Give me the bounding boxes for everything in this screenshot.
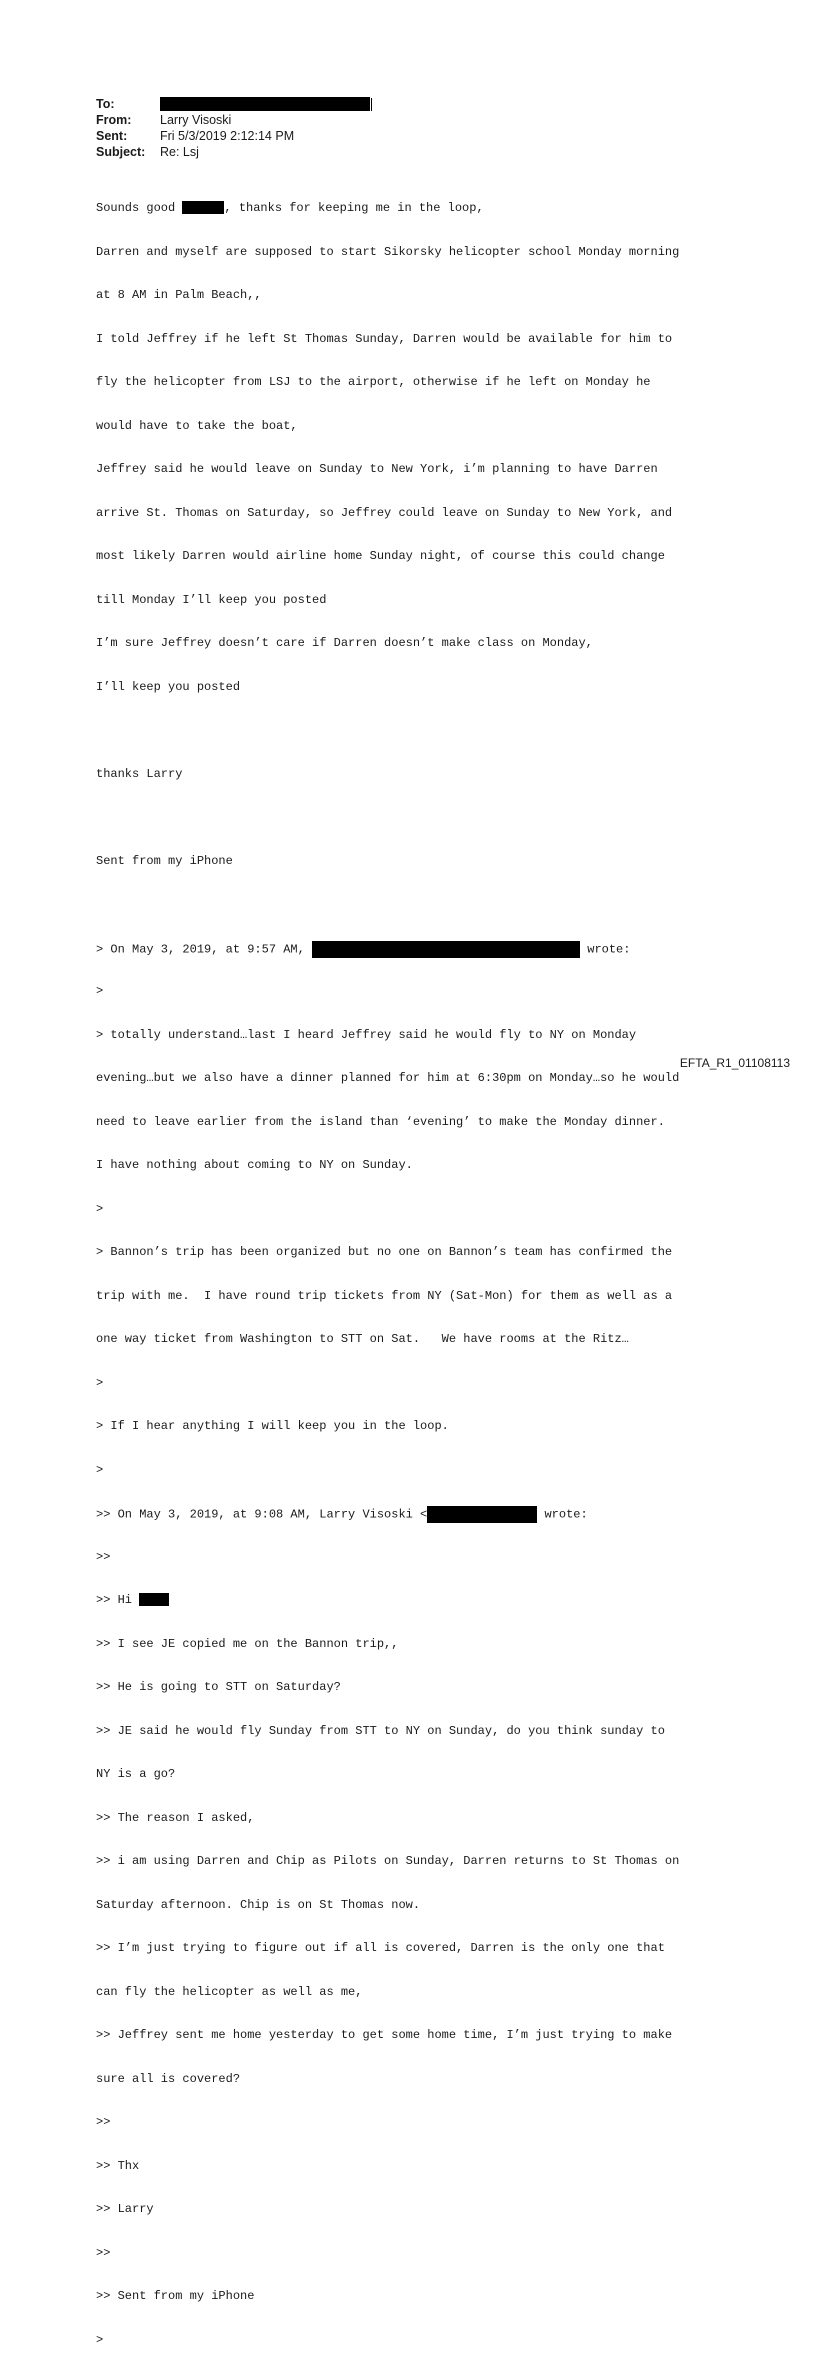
redaction-block bbox=[312, 941, 580, 958]
sent-row bbox=[96, 128, 372, 144]
quoted-line: > Bannon’s trip has been organized but no one on Bannon’s team has confirmed the bbox=[96, 1245, 673, 1259]
quoted-text: >> On May 3, 2019, at 9:08 AM, Larry Visoski < bbox=[96, 1507, 428, 1522]
redaction-block bbox=[182, 201, 224, 214]
quoted-line: Saturday afternoon. Chip is on St Thomas now. bbox=[96, 1897, 421, 1912]
quoted-line: can fly the helicopter as well as me, bbox=[96, 1984, 363, 1999]
from-row bbox=[96, 112, 372, 128]
body-line: Jeffrey said he would leave on Sunday to New York, i’m planning to have Darren bbox=[96, 462, 658, 476]
quoted-line: > bbox=[96, 1375, 104, 1390]
signature-line: Sent from my iPhone bbox=[96, 853, 233, 868]
to-row bbox=[96, 96, 372, 112]
quoted-text: wrote: bbox=[537, 1507, 588, 1522]
blank-line bbox=[96, 723, 756, 738]
quoted-line: >> i am using Darren and Chip as Pilots on Sunday, Darren returns to St Thomas on bbox=[96, 1854, 680, 1868]
quoted-line bbox=[96, 941, 756, 956]
body-line: I told Jeffrey if he left St Thomas Sunday, Darren would be available for him to bbox=[96, 331, 673, 346]
redaction-block bbox=[427, 1506, 537, 1523]
subject-label: Subject: bbox=[96, 145, 146, 159]
quoted-line: >> He is going to STT on Saturday? bbox=[96, 1680, 341, 1694]
quoted-line: I have nothing about coming to NY on Sunday. bbox=[96, 1158, 413, 1172]
from-value: Larry Visoski bbox=[160, 113, 232, 127]
sent-value: Fri 5/3/2019 2:12:14 PM bbox=[160, 129, 295, 143]
body-line: Darren and myself are supposed to start Sikorsky helicopter school Monday morning bbox=[96, 244, 680, 259]
quoted-line: > totally understand…last I heard Jeffrey said he would fly to NY on Monday bbox=[96, 1027, 637, 1042]
quoted-line bbox=[96, 1593, 756, 1608]
body-line: I’m sure Jeffrey doesn’t care if Darren doesn’t make class on Monday, bbox=[96, 636, 593, 650]
quoted-line: > bbox=[96, 2332, 104, 2347]
quoted-line: >> JE said he would fly Sunday from STT to NY on Sunday, do you think sunday to bbox=[96, 1723, 665, 1738]
quoted-line: need to leave earlier from the island than ‘evening’ to make the Monday dinner. bbox=[96, 1114, 665, 1129]
email-header bbox=[96, 96, 372, 160]
redaction-block bbox=[160, 97, 370, 111]
body-text: Sounds good bbox=[96, 201, 183, 215]
body-text: , thanks for keeping me in the loop, bbox=[224, 201, 484, 215]
quoted-line: trip with me. I have round trip tickets from NY (Sat-Mon) for them as well as a bbox=[96, 1288, 673, 1303]
from-label: From: bbox=[96, 113, 132, 127]
text-cursor-mark bbox=[371, 98, 372, 111]
quoted-line: >> bbox=[96, 1549, 111, 1564]
subject-row bbox=[96, 144, 372, 160]
body-line: till Monday I’ll keep you posted bbox=[96, 592, 327, 607]
quoted-line: >> I see JE copied me on the Bannon trip,, bbox=[96, 1636, 399, 1651]
redaction-block bbox=[139, 1593, 169, 1606]
quoted-line: one way ticket from Washington to STT on Sat. We have rooms at the Ritz… bbox=[96, 1332, 629, 1346]
subject-value: Re: Lsj bbox=[160, 145, 199, 159]
quoted-line: >> I’m just trying to figure out if all is covered, Darren is the only one that bbox=[96, 1941, 665, 1955]
document-id: EFTA_R1_01108113 bbox=[679, 1056, 790, 1070]
quoted-line: >> Thx bbox=[96, 2158, 140, 2173]
quoted-line: >> Sent from my iPhone bbox=[96, 2289, 255, 2303]
blank-line bbox=[96, 897, 756, 912]
quoted-text: wrote: bbox=[580, 942, 631, 957]
quoted-line: >> Larry bbox=[96, 2202, 154, 2216]
quoted-line: >> The reason I asked, bbox=[96, 1810, 255, 1825]
quoted-line: sure all is covered? bbox=[96, 2071, 241, 2086]
email-body bbox=[96, 172, 756, 2376]
body-line: fly the helicopter from LSJ to the airport, otherwise if he left on Monday he bbox=[96, 375, 651, 389]
body-line: arrive St. Thomas on Saturday, so Jeffrey could leave on Sunday to New York, and bbox=[96, 505, 673, 520]
blank-line bbox=[96, 810, 756, 825]
quoted-line: >> bbox=[96, 2245, 111, 2260]
quoted-line: NY is a go? bbox=[96, 1767, 176, 1781]
quoted-line: evening…but we also have a dinner planned for him at 6:30pm on Monday…so he would bbox=[96, 1071, 680, 1085]
quoted-line: >> bbox=[96, 2115, 111, 2129]
quoted-line bbox=[96, 1506, 756, 1521]
quoted-line: >> Jeffrey sent me home yesterday to get some home time, I’m just trying to make bbox=[96, 2028, 673, 2042]
body-line: would have to take the boat, bbox=[96, 418, 298, 433]
quoted-line: > bbox=[96, 1201, 104, 1216]
body-line: I’ll keep you posted bbox=[96, 679, 241, 694]
quoted-line: > bbox=[96, 1462, 104, 1477]
body-line: most likely Darren would airline home Sunday night, of course this could change bbox=[96, 549, 665, 563]
quoted-text: >> Hi bbox=[96, 1593, 140, 1607]
quoted-line: > bbox=[96, 984, 104, 998]
body-line: at 8 AM in Palm Beach,, bbox=[96, 288, 262, 302]
to-label: To: bbox=[96, 97, 115, 111]
body-line bbox=[96, 201, 756, 216]
signoff-line: thanks Larry bbox=[96, 766, 183, 781]
quoted-line: > If I hear anything I will keep you in the loop. bbox=[96, 1419, 449, 1433]
quoted-text: > On May 3, 2019, at 9:57 AM, bbox=[96, 942, 313, 957]
sent-label: Sent: bbox=[96, 129, 128, 143]
